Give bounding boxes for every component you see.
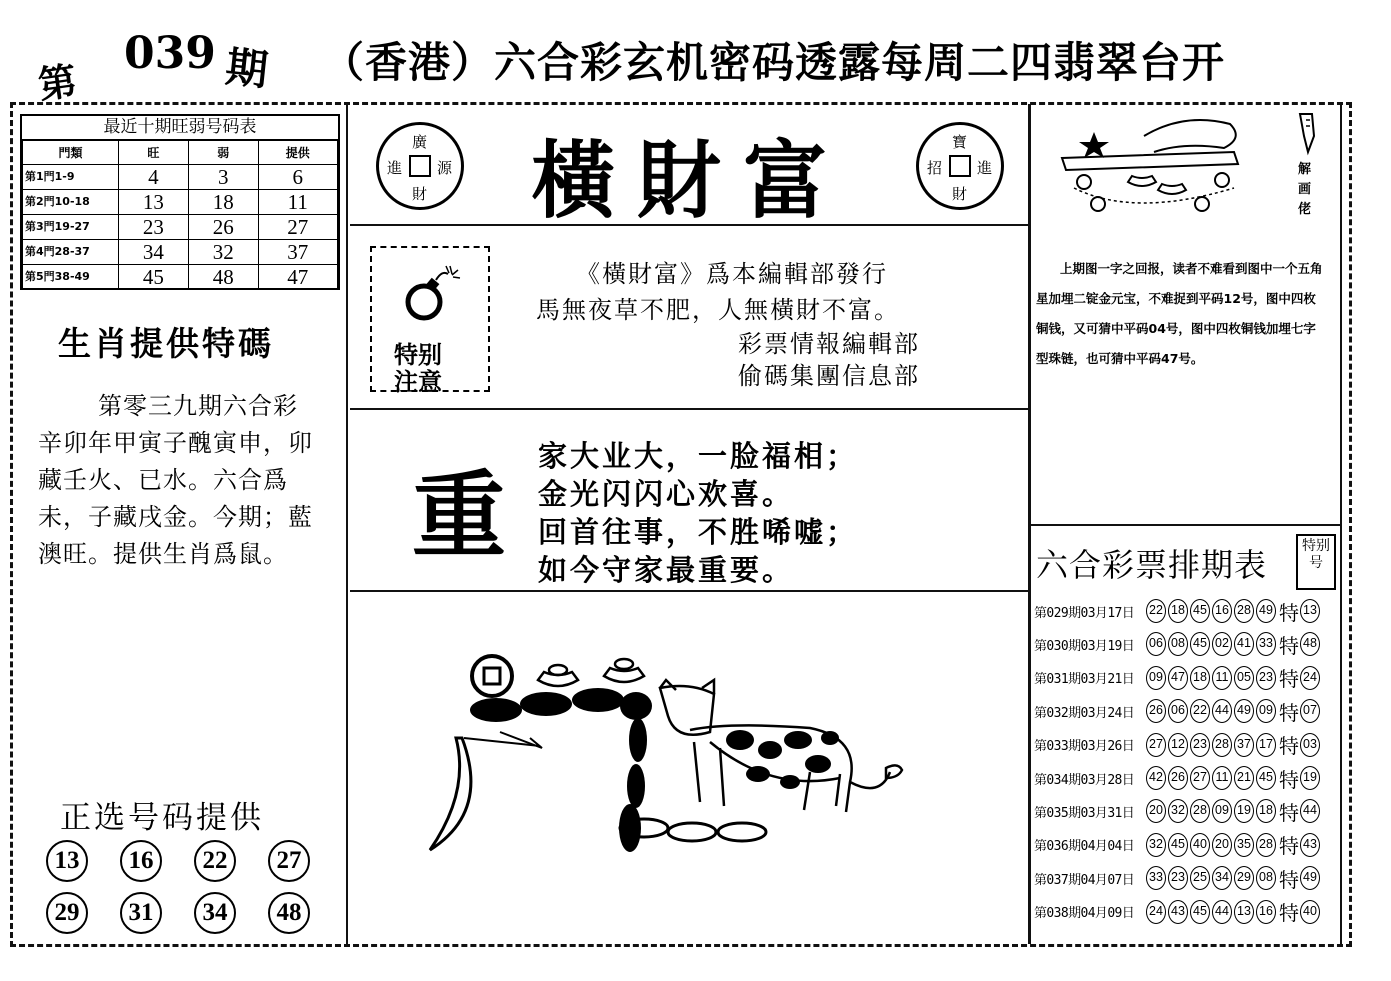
table-header: 提供 <box>258 141 337 165</box>
draw-label: 第035期03月31日 <box>1034 805 1135 821</box>
riddle-illustration <box>1034 108 1264 224</box>
special-number: 40 <box>1300 900 1320 924</box>
special-number: 44 <box>1300 799 1320 823</box>
draw-label: 第031期03月21日 <box>1034 672 1135 688</box>
warning-box <box>370 246 490 396</box>
issue-suffix: 期 <box>223 41 271 96</box>
special-label: 特 <box>1279 800 1299 825</box>
table-cell: 3 <box>188 165 258 190</box>
warning-line: 特别 <box>394 341 442 369</box>
picks-title: 正选号码提供 <box>60 800 264 836</box>
draw-number: 37 <box>1234 733 1254 757</box>
table-row <box>23 190 338 215</box>
row-label: 第3門19-27 <box>23 215 119 240</box>
schedule-row <box>1034 863 1340 893</box>
table-row <box>23 165 338 190</box>
draw-number: 20 <box>1146 799 1166 823</box>
draw-number: 41 <box>1234 632 1254 656</box>
draw-number: 08 <box>1168 632 1188 656</box>
brand-name: 橫財富 <box>530 131 849 230</box>
riddle-answer: 上期图一字之回报，读者不难看到图中一个五角星加埋二锭金元宝，不难捉到平码12号，图中四枚铜钱，又可猜中平码04号，图中四枚铜钱加埋七字型珠链，也可猜中平码47号。 <box>1036 261 1323 366</box>
coin-char: 進 <box>387 159 403 177</box>
draw-number: 44 <box>1212 699 1232 723</box>
table-row <box>23 215 338 240</box>
draw-number: 11 <box>1212 666 1232 690</box>
special-number: 43 <box>1300 833 1320 857</box>
riddle-picture <box>1034 108 1264 224</box>
draw-label: 第033期03月26日 <box>1034 739 1135 755</box>
draw-number: 22 <box>1146 599 1166 623</box>
special-number: 03 <box>1300 733 1320 757</box>
draw-number: 34 <box>1212 866 1232 890</box>
draw-number: 45 <box>1190 599 1210 623</box>
riddle-label: 解画佬 <box>1298 162 1312 217</box>
pointing-hand-icon <box>1292 112 1322 156</box>
schedule-row <box>1034 796 1340 826</box>
pick-ball: 29 <box>46 892 88 934</box>
sickle-icon <box>430 738 471 850</box>
table-cell: 4 <box>119 165 189 190</box>
issue-prefix: 第 <box>35 57 80 108</box>
schedule-row <box>1034 763 1340 793</box>
draw-number: 44 <box>1212 900 1232 924</box>
table-row <box>23 265 338 290</box>
hot-cold-title: 最近十期旺弱号码表 <box>22 116 338 140</box>
right-inner-border <box>1340 104 1342 944</box>
draw-number: 20 <box>1212 833 1232 857</box>
draw-label: 第036期04月04日 <box>1034 839 1135 855</box>
draw-number: 25 <box>1190 866 1210 890</box>
draw-number: 28 <box>1256 833 1276 857</box>
coin-char: 廣 <box>412 133 428 151</box>
special-label: 特 <box>1279 834 1299 859</box>
cat-puzzle-illustration <box>350 592 1026 942</box>
special-number: 48 <box>1300 632 1320 656</box>
notice-line: 彩票情報編輯部 <box>738 330 920 358</box>
chain-icon <box>470 688 652 852</box>
draw-number: 42 <box>1146 766 1166 790</box>
draw-number: 27 <box>1146 733 1166 757</box>
puzzle-picture <box>350 592 1026 942</box>
draw-number: 33 <box>1256 632 1276 656</box>
draw-number: 02 <box>1212 632 1232 656</box>
page-title: （香港）六合彩玄机密码透露每周二四翡翠台开 <box>322 38 1226 87</box>
zodiac-title: 生肖提供特碼 <box>58 324 274 363</box>
table-cell: 6 <box>258 165 337 190</box>
draw-number: 32 <box>1146 833 1166 857</box>
draw-number: 13 <box>1234 900 1254 924</box>
table-cell: 37 <box>258 240 337 265</box>
ingot-icon <box>538 659 644 686</box>
table-cell: 34 <box>119 240 189 265</box>
coin-char: 寶 <box>952 133 968 151</box>
draw-label: 第030期03月19日 <box>1034 638 1135 654</box>
coin-icon <box>376 122 464 210</box>
special-label: 特 <box>1279 600 1299 625</box>
draw-number: 08 <box>1256 866 1276 890</box>
draw-number: 22 <box>1190 699 1210 723</box>
star-icon <box>1079 132 1109 158</box>
coin-char: 財 <box>412 185 428 203</box>
ingot-icon <box>1128 176 1186 194</box>
draw-number: 45 <box>1190 900 1210 924</box>
schedule-row <box>1034 830 1340 860</box>
poem-line: 如今守家最重要。 <box>538 553 795 587</box>
special-number: 24 <box>1300 666 1320 690</box>
draw-number: 06 <box>1168 699 1188 723</box>
draw-label: 第032期03月24日 <box>1034 705 1135 721</box>
notice-line: 馬無夜草不肥，人無橫財不富。 <box>536 296 900 324</box>
draw-number: 09 <box>1256 699 1276 723</box>
table-cell: 26 <box>188 215 258 240</box>
draw-number: 24 <box>1146 900 1166 924</box>
row-label: 第5門38-49 <box>23 265 119 290</box>
divider-schedule <box>1031 524 1341 526</box>
coin-char: 招 <box>927 159 943 177</box>
table-header: 弱 <box>188 141 258 165</box>
table-header: 門類 <box>23 141 119 165</box>
special-number: 49 <box>1300 866 1320 890</box>
special-label: 特 <box>1279 700 1299 725</box>
left-column-divider <box>346 104 348 944</box>
table-header: 旺 <box>119 141 189 165</box>
pick-ball: 31 <box>120 892 162 934</box>
special-label: 特 <box>1279 867 1299 892</box>
schedule-title: 六合彩票排期表 <box>1036 546 1268 584</box>
draw-number: 23 <box>1256 666 1276 690</box>
draw-number: 12 <box>1168 733 1188 757</box>
warning-line: 注意 <box>394 368 442 396</box>
coin-icon <box>472 656 512 696</box>
pick-ball: 27 <box>268 840 310 882</box>
draw-number: 05 <box>1234 666 1254 690</box>
table-cell: 47 <box>258 265 337 290</box>
draw-number: 18 <box>1168 599 1188 623</box>
draw-number: 16 <box>1212 599 1232 623</box>
coin-row-icon <box>620 819 766 841</box>
draw-number: 19 <box>1234 799 1254 823</box>
table-cell: 27 <box>258 215 337 240</box>
table-cell: 18 <box>188 190 258 215</box>
special-number: 07 <box>1300 699 1320 723</box>
notice-line: 《橫財富》爲本編輯部發行 <box>576 260 888 288</box>
table-cell: 48 <box>188 265 258 290</box>
table-cell: 23 <box>119 215 189 240</box>
schedule-row <box>1034 730 1340 760</box>
row-label: 第2門10-18 <box>23 190 119 215</box>
table-cell: 11 <box>258 190 337 215</box>
hot-cold-table <box>20 114 340 290</box>
draw-number: 23 <box>1190 733 1210 757</box>
draw-number: 18 <box>1190 666 1210 690</box>
draw-number: 09 <box>1212 799 1232 823</box>
poem-section <box>350 410 1026 590</box>
draw-number: 11 <box>1212 766 1232 790</box>
table-cell: 32 <box>188 240 258 265</box>
draw-number: 21 <box>1234 766 1254 790</box>
cat-icon <box>660 680 902 812</box>
draw-number: 26 <box>1146 699 1166 723</box>
issue-number: 039 <box>124 28 216 79</box>
row-label: 第4門28-37 <box>23 240 119 265</box>
special-label: 特 <box>1279 901 1299 926</box>
draw-label: 第038期04月09日 <box>1034 906 1135 922</box>
draw-number: 26 <box>1168 766 1188 790</box>
draw-number: 16 <box>1256 900 1276 924</box>
pick-ball: 22 <box>194 840 236 882</box>
draw-number: 28 <box>1212 733 1232 757</box>
draw-number: 33 <box>1146 866 1166 890</box>
draw-number: 28 <box>1234 599 1254 623</box>
coin-char: 源 <box>437 159 453 177</box>
draw-number: 49 <box>1234 699 1254 723</box>
warning-label <box>394 342 442 396</box>
draw-number: 47 <box>1168 666 1188 690</box>
schedule-row <box>1034 663 1340 693</box>
draw-label: 第034期03月28日 <box>1034 772 1135 788</box>
schedule-row <box>1034 696 1340 726</box>
special-label: 特 <box>1279 633 1299 658</box>
poem-line: 家大业大，一脸福相； <box>538 439 859 473</box>
draw-number: 06 <box>1146 632 1166 656</box>
draw-number: 23 <box>1168 866 1188 890</box>
row-label: 第1門1-9 <box>23 165 119 190</box>
schedule-row <box>1034 596 1340 626</box>
pick-ball: 34 <box>194 892 236 934</box>
draw-label: 第029期03月17日 <box>1034 605 1135 621</box>
draw-number: 17 <box>1256 733 1276 757</box>
notice-line: 偷碼集團信息部 <box>738 362 920 390</box>
draw-number: 29 <box>1234 866 1254 890</box>
draw-number: 49 <box>1256 599 1276 623</box>
hot-cold-grid <box>22 140 338 290</box>
table-row <box>23 240 338 265</box>
draw-number: 09 <box>1146 666 1166 690</box>
draw-number: 45 <box>1190 632 1210 656</box>
poem-line: 回首往事，不胜唏嘘； <box>538 515 859 549</box>
draw-number: 32 <box>1168 799 1188 823</box>
coin-char: 財 <box>952 185 968 203</box>
draw-number: 35 <box>1234 833 1254 857</box>
draw-label: 第037期04月07日 <box>1034 872 1135 888</box>
poem-line: 金光闪闪心欢喜。 <box>538 477 795 511</box>
coin-icon <box>916 122 1004 210</box>
table-cell: 13 <box>119 190 189 215</box>
draw-number: 28 <box>1190 799 1210 823</box>
draw-number: 18 <box>1256 799 1276 823</box>
draw-number: 45 <box>1256 766 1276 790</box>
schedule-row <box>1034 897 1340 927</box>
brand-banner <box>350 108 1026 230</box>
draw-number: 40 <box>1190 833 1210 857</box>
special-label: 特 <box>1279 667 1299 692</box>
pick-ball: 16 <box>120 840 162 882</box>
pick-ball: 13 <box>46 840 88 882</box>
table-cell: 45 <box>119 265 189 290</box>
schedule-row <box>1034 629 1340 659</box>
pick-ball: 48 <box>268 892 310 934</box>
notice-section <box>350 226 1026 408</box>
special-number-tag: 特别号 <box>1296 534 1336 590</box>
special-label: 特 <box>1279 767 1299 792</box>
draw-number: 43 <box>1168 900 1188 924</box>
draw-number: 27 <box>1190 766 1210 790</box>
special-number: 19 <box>1300 766 1320 790</box>
draw-number: 45 <box>1168 833 1188 857</box>
coin-char: 進 <box>977 159 993 177</box>
special-number: 13 <box>1300 599 1320 623</box>
zodiac-text: 第零三九期六合彩辛卯年甲寅子醜寅申，卯藏壬火、已水。六合爲未，子藏戌金。今期；藍澳旺。提供生肖爲鼠。 <box>38 392 313 568</box>
bomb-icon <box>402 262 466 326</box>
poem-key-char: 重 <box>412 462 507 571</box>
page-header <box>0 0 1391 108</box>
special-label: 特 <box>1279 734 1299 759</box>
